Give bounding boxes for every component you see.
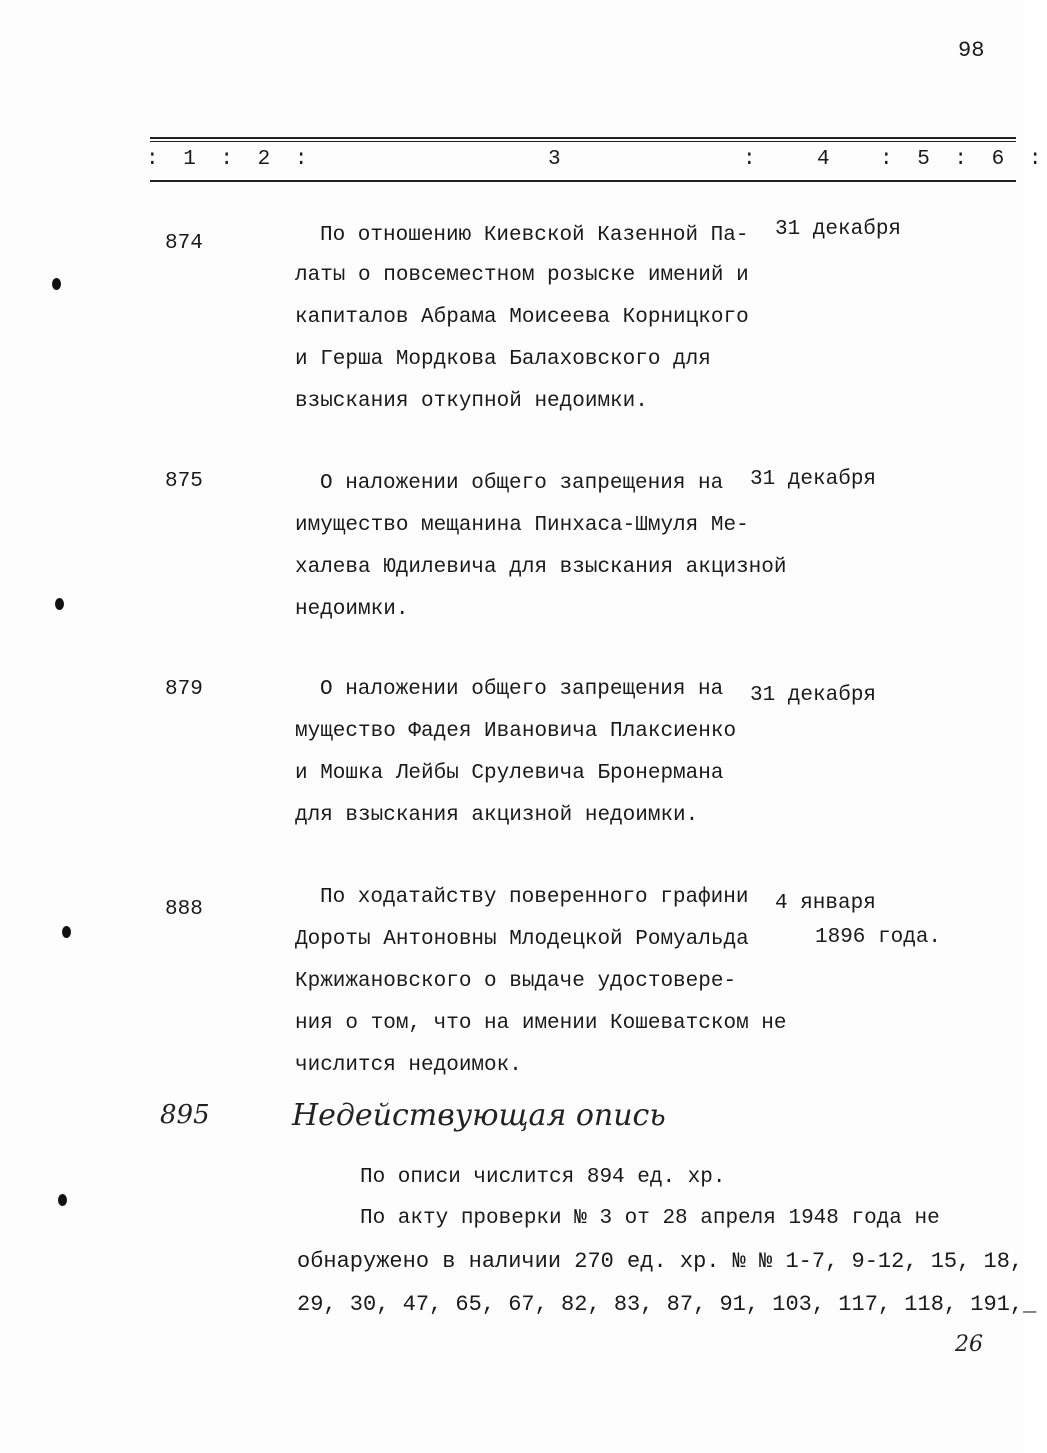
header-col-1-2: : 1 : 2 :	[146, 148, 314, 171]
entry-line: Кржижановского о выдаче удостовере-	[295, 970, 737, 993]
entry-line: Дороты Антоновны Млодецкой Ромуальда	[295, 928, 749, 951]
entry-number: 879	[165, 678, 203, 701]
binding-hole-mark	[55, 598, 64, 610]
entry-line: недоимки.	[295, 598, 409, 621]
entry-line: ния о том, что на имении Кошеватском не	[295, 1012, 787, 1035]
entry-line: латы о повсеместном розыске имений и	[295, 264, 749, 287]
header-top-rule	[150, 137, 1016, 139]
binding-hole-mark	[52, 278, 61, 290]
entry-date: 31 декабря	[750, 684, 877, 707]
handwritten-number: 895	[160, 1100, 210, 1130]
entry-line: По отношению Киевской Казенной Па-	[320, 224, 749, 247]
header-col-4: 4	[817, 148, 830, 171]
entry-date-year: 1896 года.	[815, 926, 942, 949]
page-number: 98	[958, 38, 985, 63]
entry-line: О наложении общего запрещения на	[320, 678, 724, 701]
entry-line: числится недоимок.	[295, 1054, 522, 1077]
entry-line: О наложении общего запрещения на	[320, 472, 724, 495]
binding-hole-mark	[62, 926, 71, 938]
entry-line: взыскания откупной недоимки.	[295, 390, 648, 413]
header-col-3: 3	[548, 148, 561, 171]
entry-number: 888	[165, 898, 203, 921]
entry-number: 875	[165, 470, 203, 493]
sheet-mark: 26	[955, 1332, 983, 1357]
entry-date: 4 января	[775, 892, 876, 915]
header-col-5-6: : 5 : 6 :	[880, 148, 1047, 171]
entry-line: и Мошка Лейбы Срулевича Бронермана	[295, 762, 724, 785]
entry-date: 31 декабря	[750, 468, 877, 491]
header-sep: :	[743, 148, 756, 171]
entry-line: халева Юдилевича для взыскания акцизной	[295, 556, 787, 579]
summary-line: 29, 30, 47, 65, 67, 82, 83, 87, 91, 103, 117, 118, 191,_	[297, 1292, 1037, 1317]
header-bottom-rule	[150, 180, 1016, 182]
entry-line: имущество мещанина Пинхаса-Шмуля Ме-	[295, 514, 749, 537]
binding-hole-mark	[58, 1194, 67, 1206]
entry-line: мущество Фадея Ивановича Плаксиенко	[295, 720, 737, 743]
summary-line: По описи числится 894 ед. хр.	[360, 1166, 726, 1189]
entry-date: 31 декабря	[775, 218, 902, 241]
header-top-rule-2	[150, 141, 1016, 142]
entry-line: По ходатайству поверенного графини	[320, 886, 749, 909]
summary-line: По акту проверки № 3 от 28 апреля 1948 года не	[360, 1207, 940, 1230]
handwritten-note: Недействующая опись	[292, 1098, 666, 1133]
summary-line: обнаружено в наличии 270 ед. хр. № № 1-7, 9-12, 15, 18,	[297, 1249, 1024, 1274]
entry-line: для взыскания акцизной недоимки.	[295, 804, 699, 827]
entry-line: и Герша Мордкова Балаховского для	[295, 348, 711, 371]
entry-number: 874	[165, 232, 203, 255]
entry-line: капиталов Абрама Моисеева Корницкого	[295, 306, 749, 329]
